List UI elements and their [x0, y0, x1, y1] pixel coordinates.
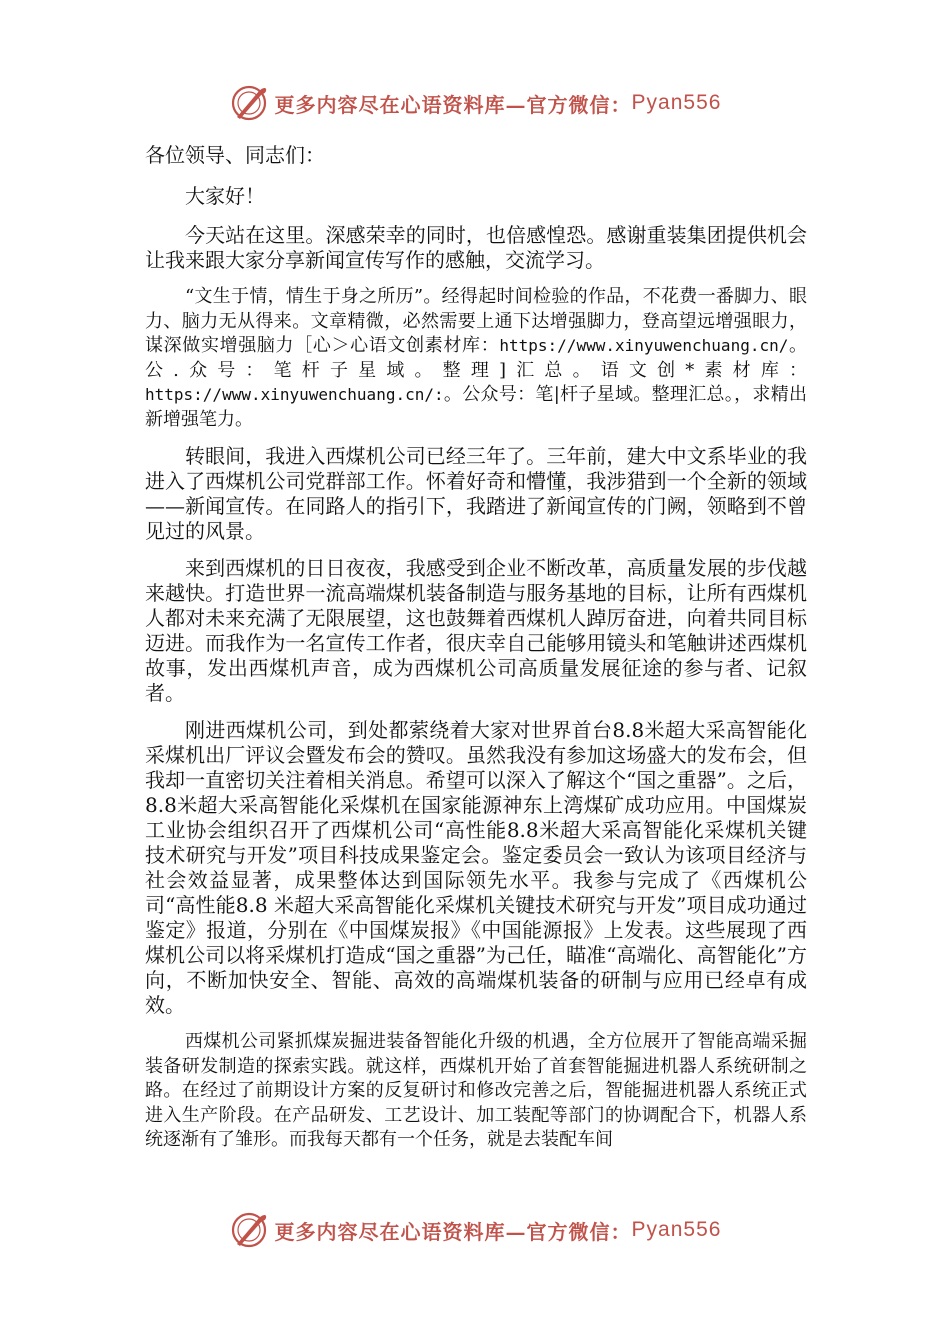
paragraph-2: [145, 285, 807, 432]
paragraph-5: 刚进西煤机公司，到处都萦绕着大家对世界首台8.8米超大采高智能化采煤机出厂评议会暨发布会的赞叹。虽然我没有参加这场盛大的发布会，但我却一直密切关注着相关消息。希望可以深入了解这个“国之重器”。之后，8.8米超大采高智能化采煤机在国家能源神东上湾煤矿成功应用。中国煤炭工业协会组织召开了西煤机公司“高性能8.8米超大采高智能化采煤机关键技术研究与开发”项目科技成果鉴定会。鉴定委员会一致认为该项目经济与社会效益显著，成果整体达到国际领先水平。我参与完成了《西煤机公司“高性能8.8 米超大采高智能化采煤机关键技术研究与开发”项目成功通过鉴定》报道，分别在《中国煤炭报》《中国能源报》上发表。这些展现了西煤机公司以将采煤机打造成“国之重器”为己任，瞄准“高端化、高智能化”方向，不断加快安全、智能、高效的高端煤机装备的研制与应用已经卓有成效。: [145, 718, 807, 1017]
paragraph-2-part-a: “文生于情，情生于身之所历”。经得起时间检验的作品，不花费一番脚力、眼力、脑力无从得来。文章精微，必然需要上通下达增强脚力，登高望远增强眼力，谋深做实增强脑力［心＞心语文创素材库：: [145, 286, 807, 356]
footer-banner: [0, 1205, 950, 1255]
paragraph-3: 转眼间，我进入西煤机公司已经三年了。三年前，建大中文系毕业的我进入了西煤机公司党群部工作。怀着好奇和懵懂，我涉猎到一个全新的领域——新闻宣传。在同路人的指引下，我踏进了新闻宣传的门阙，领略到不曾见过的风景。: [145, 444, 807, 543]
footer-banner-wechat: Pyan556: [631, 1218, 722, 1241]
paragraph-4: 来到西煤机的日日夜夜，我感受到企业不断改革，高质量发展的步伐越来越快。打造世界一流高端煤机装备制造与服务基地的目标，让所有西煤机人都对未来充满了无限展望，这也鼓舞着西煤机人踔厉奋进，向着共同目标迈进。而我作为一名宣传工作者，很庆幸自己能够用镜头和笔触讲述西煤机故事，发出西煤机声音，成为西煤机公司高质量发展征途的参与者、记叙者。: [145, 556, 807, 705]
paragraph-1: 今天站在这里。深感荣幸的同时，也倍感惶恐。感谢重装集团提供机会让我来跟大家分享新闻宣传写作的感触，交流学习。: [145, 223, 807, 272]
footer-banner-text: 更多内容尽在心语资料库—官方微信：: [274, 1219, 632, 1244]
salutation: 各位领导、同志们：: [145, 143, 325, 167]
paragraph-6: 西煤机公司紧抓煤炭掘进装备智能化升级的机遇，全方位展开了智能高端采掘装备研发制造的探索实践。就这样，西煤机开始了首套智能掘进机器人系统研制之路。在经过了前期设计方案的反复研讨和修改完善之后，智能掘进机器人系统正式进入生产阶段。在产品研发、工艺设计、加工装配等部门的协调配合下，机器人系统逐渐有了雏形。而我每天都有一个任务，就是去装配车间: [145, 1031, 807, 1150]
source-url-1: https://www.xinyuwenchuang.cn/: [499, 336, 789, 355]
greeting: 大家好！: [185, 184, 265, 208]
source-url-2: https://www.xinyuwenchuang.cn/:: [145, 385, 444, 404]
paragraph-2-part-b: 。公.众号：笔杆子星域。整理]汇总。语文创*素材库：: [145, 335, 808, 381]
header-banner: [0, 78, 950, 128]
header-banner-text: 更多内容尽在心语资料库—官方微信：: [274, 92, 632, 117]
paragraph-2-part-c: 。公众号：笔|杆子星域。整理汇总。，求精出新增强笔力。: [145, 384, 807, 430]
document-body: [145, 143, 807, 1165]
quill-seal-logo-icon: [229, 83, 269, 123]
header-banner-wechat: Pyan556: [631, 91, 722, 114]
quill-seal-logo-icon: [229, 1210, 269, 1250]
